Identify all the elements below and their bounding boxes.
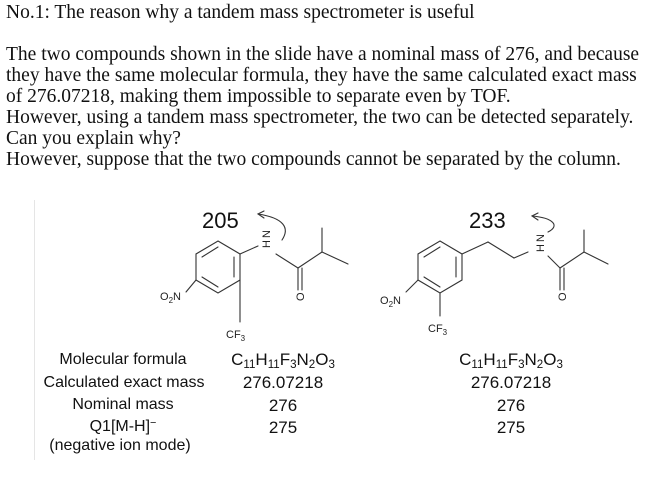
page-title: No.1: The reason why a tandem mass spectrometer is useful bbox=[6, 2, 475, 23]
compound-2-structure bbox=[406, 213, 608, 316]
label-exact-mass: Calculated exact mass bbox=[43, 374, 205, 391]
formula-2: $C_{11}H_{11}F_3N_2O_3$ bbox=[459, 350, 563, 371]
q1-value-1: 275 bbox=[268, 418, 298, 437]
label-ion-mode: (negative ion mode) bbox=[49, 437, 191, 454]
exact-mass-1: 276.07218 bbox=[242, 373, 324, 392]
cf3-label: $CF_3$ bbox=[226, 329, 246, 343]
cf3-label: $CF_3$ bbox=[428, 323, 448, 337]
question-line: However, using a tandem mass spectrometer, the two can be detected separately. bbox=[6, 107, 634, 128]
nitro-label: $O_2N$ bbox=[160, 291, 181, 305]
carbonyl-o-label: O bbox=[295, 292, 307, 301]
label-molecular-formula: Molecular formula bbox=[59, 351, 187, 368]
question-line: Can you explain why? bbox=[6, 128, 181, 149]
exact-mass-2: 276.07218 bbox=[470, 373, 552, 392]
question-line: of 276.07218, making them impossible to separate even by TOF. bbox=[6, 86, 511, 107]
question-line: they have the same molecular formula, they have the same calculated exact mass bbox=[6, 65, 637, 86]
label-q1: Q1[M-H]− bbox=[89, 417, 157, 435]
nh-label: HN bbox=[535, 234, 547, 252]
fragment-mass-1: 205 bbox=[202, 208, 239, 233]
fragment-mass-2: 233 bbox=[469, 208, 506, 233]
question-line: The two compounds shown in the slide have a nominal mass of 276, and because bbox=[6, 44, 640, 65]
question-line: However, suppose that the two compounds cannot be separated by the column. bbox=[6, 149, 621, 170]
formula-1: $C_{11}H_{11}F_3N_2O_3$ bbox=[231, 350, 335, 371]
carbonyl-o-label: O bbox=[557, 292, 569, 301]
label-nominal-mass: Nominal mass bbox=[72, 396, 174, 413]
q1-value-2: 275 bbox=[496, 418, 526, 437]
nominal-mass-1: 276 bbox=[268, 396, 298, 415]
nitro-label: $O_2N$ bbox=[380, 295, 401, 309]
nominal-mass-2: 276 bbox=[496, 396, 526, 415]
nh-label: HN bbox=[261, 230, 273, 248]
